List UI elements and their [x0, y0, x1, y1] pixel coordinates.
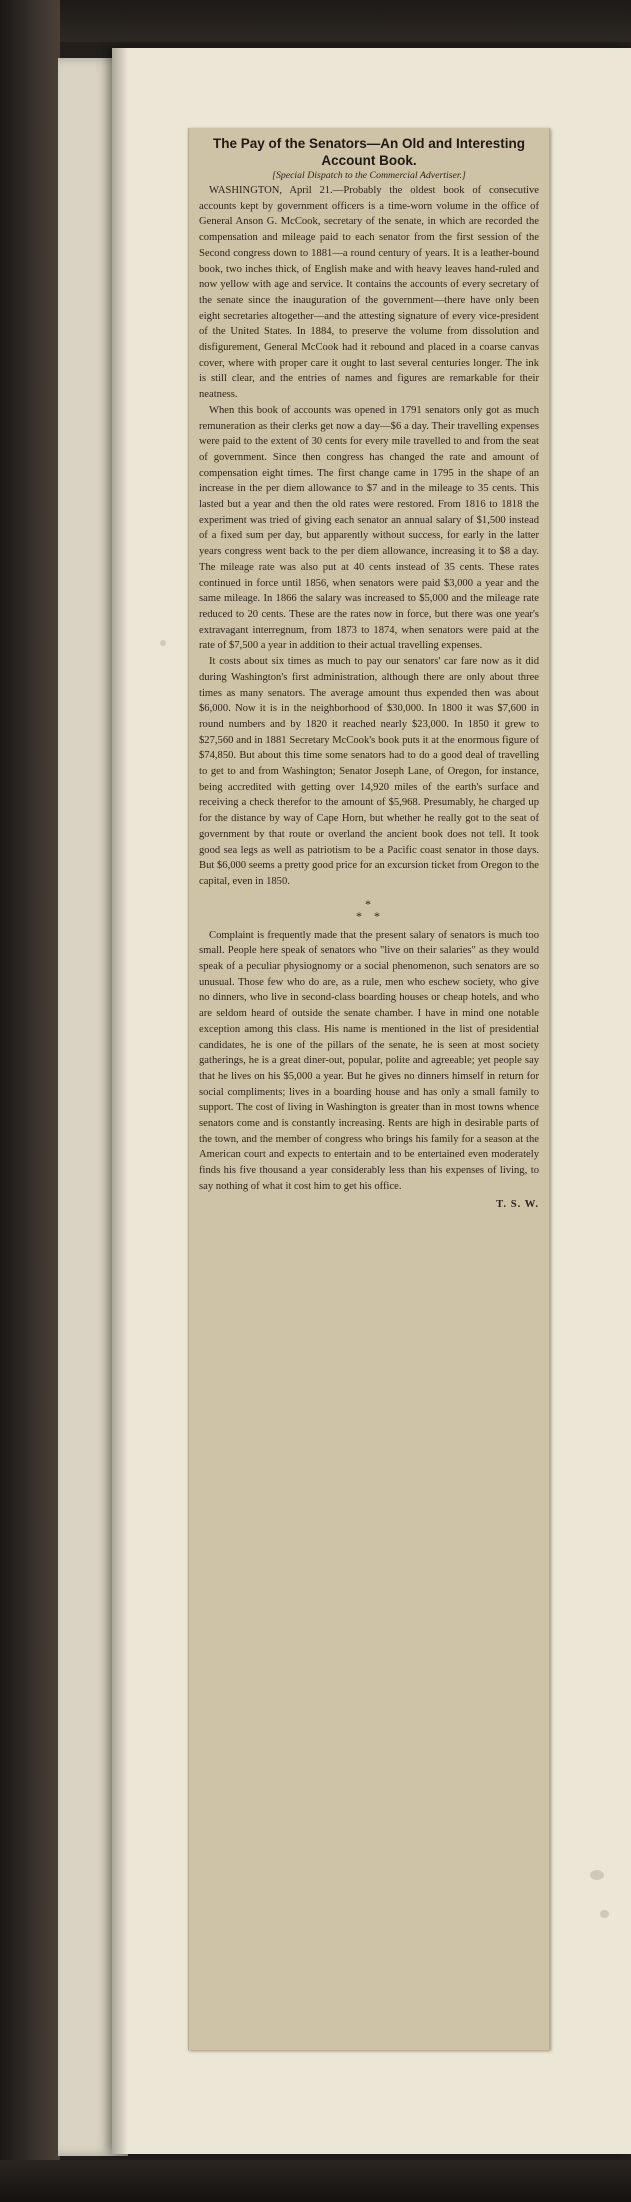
article-paragraph-4: Complaint is frequently made that the present salary of senators is much too small. People here speak of senators who "live on their salaries" as they would speak of a peculiar physiognomy or a social phenomenon, such senators are so unusual. Those few who do are, as a rule, men who eschew society, who give no dinners, who live in second-class boarding houses or cheap hotels, and who are seldom heard of outside the senate chamber. I have in mind one notable exception among this class. His name is mentioned in the list of presidential candidates, he is one of the pillars of the senate, he is seen at most society gatherings, he is a great diner-out, popular, polite and agreeable; yet people say that he lives on his $5,000 a year. But he gives no dinners himself in return for social compliments; lives in a boarding house and has only a small family to support. The cost of living in Washington is greater than in most towns whence senators come and is constantly increasing. Rents are high in desirable parts of the town, and the member of congress who brings his family for a season at the American court and expects to entertain and to be entertained even moderately finds his five thousand a year considerably less than his expenses of living, to say nothing of what it cost him to get his office.	[199, 929, 539, 1192]
newspaper-clipping	[188, 128, 550, 2050]
article-paragraph-3: It costs about six times as much to pay our senators' car fare now as it did during Washington's first administration, although there are only about three times as many senators. The average amount thus expended then was about $6,000. Now it is in the neighborhood of $30,000. In 1800 it was $7,600 in round numbers and by 1820 it reached nearly $23,000. In 1850 it grew to $27,560 and in 1881 Secretary McCook's book puts it at the enormous figure of $74,850. But about this time some senators had to do a good deal of travelling to get to and from Washington; Senator Joseph Lane, of Oregon, for instance, being accredited with getting over 14,920 miles of the earth's surface and receiving a check therefor to the amount of $5,968. Presumably, he charged up for the distance by way of Cape Horn, but whether he really got to the seat of government by that route or overland the ancient book does not tell. It took good sea legs as well as patriotism to be a Pacific coast senator in those days. But $6,000 seems a pretty good price for an excursion ticket from Oregon to the capital, even in 1850.	[199, 656, 539, 887]
article-headline: The Pay of the Senators—An Old and Interesting Account Book.	[212, 136, 526, 168]
article-paragraph-2: When this book of accounts was opened in 1791 senators only got as much remuneration as their clerks get now a day—$6 a day. Their travelling expenses were paid to the extent of 30 cents for every mile travelled to and from the seat of government. Since then congress has changed the rate and amount of compensation eight times. The first change came in 1795 in the shape of an increase in the per diem allowance to $7 and in the mileage to 35 cents. This lasted but a year and then the old rates were restored. From 1816 to 1818 the experiment was tried of giving each senator an annual salary of $1,500 instead of a fixed sum per day, but apparently without success, for early in the latter years congress went back to the per diem allowance, increasing it to $8 a day. The mileage rate was also put at 40 cents instead of 35 cents. These rates continued in force until 1856, when senators were paid $3,000 a year and the same mileage. In 1866 the salary was increased to $5,000 and the mileage rate reduced to 20 cents. These are the rates now in force, but there was one year's extravagant interregnum, from 1873 to 1874, when senators were paid at the rate of $7,500 a year in addition to their actual travelling expenses.	[199, 404, 539, 652]
page-foxing-spot	[160, 640, 166, 646]
article-paragraph-1: WASHINGTON, April 21.—Probably the oldest book of consecutive accounts kept by government officers is a time-worn volume in the office of General Anson G. McCook, secretary of the senate, in which are recorded the compensation and mileage paid to each senator from the first session of the Second congress down to 1881—a round century of years. It is a leather-bound book, two inches thick, of English make and with heavy leaves hand-ruled and now yellow with age and service. It contains the accounts of every secretary of the senate since the inauguration of the government—there have only been eight secretaries altogether—and the attesting signature of every vice-president of the United States. In 1884, to preserve the volume from dissolution and disfigurement, General McCook had it rebound and placed in a coarse canvas cover, where with proper care it ought to last several centuries longer. The ink is still clear, and the entries of names and figures are remarkable for their neatness.	[199, 185, 539, 401]
clipping-text-column	[189, 128, 549, 1218]
article-signature: T. S. W.	[496, 1198, 539, 1210]
album-cover-top	[0, 0, 631, 42]
page-gutter-shadow	[112, 48, 128, 2154]
album-cover-bottom	[0, 2160, 631, 2202]
page-foxing-spot	[600, 1910, 609, 1918]
page-foxing-spot	[590, 1870, 604, 1880]
album-cover-spine	[0, 0, 60, 2202]
article-dateline: [Special Dispatch to the Commercial Advertiser.]	[272, 170, 466, 181]
asterism-separator: * * *	[356, 896, 382, 923]
